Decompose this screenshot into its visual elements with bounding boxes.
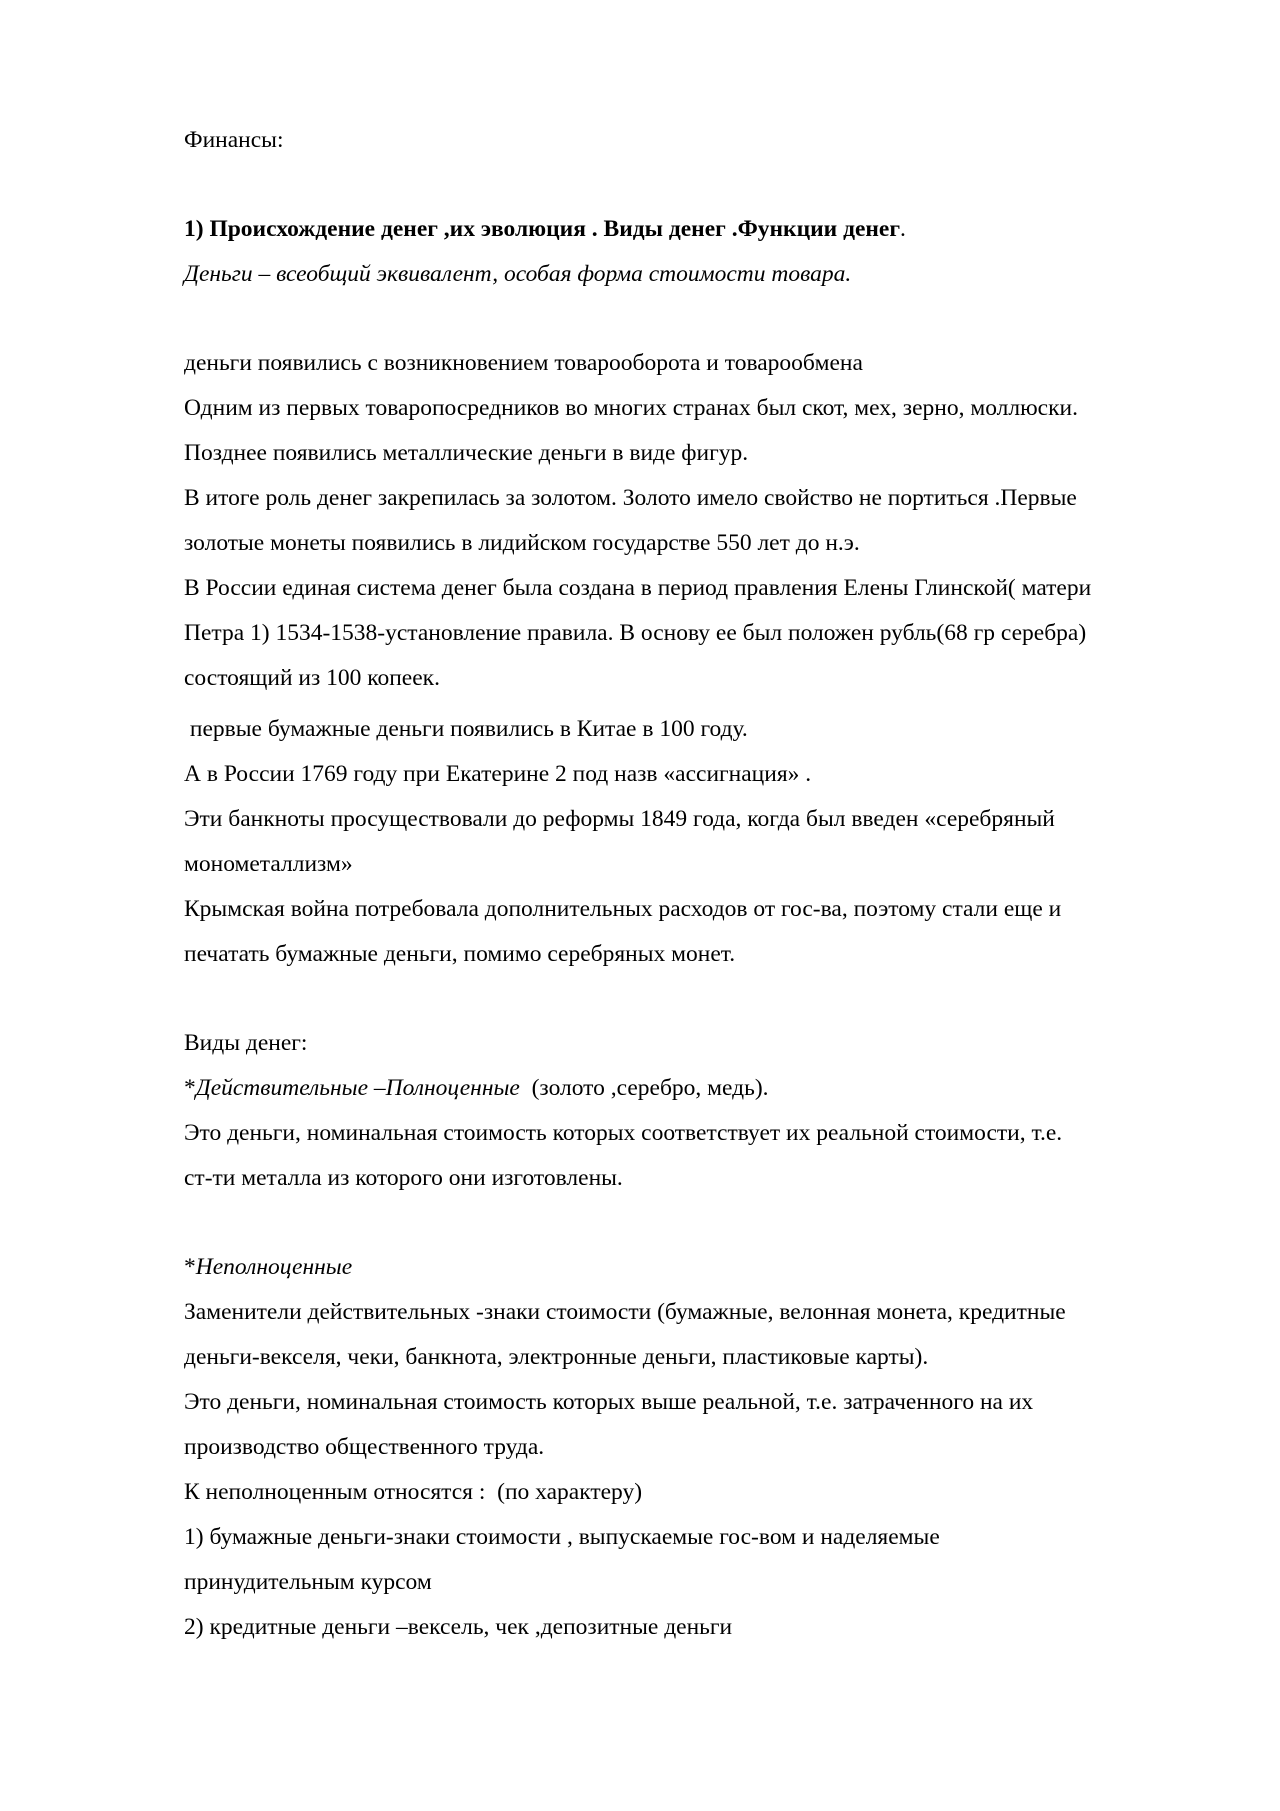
paragraph-line: Крымская война потребовала дополнительных расходов от гос-ва, поэтому стали еще и: [184, 896, 1062, 922]
paragraph-line: деньги появились с возникновением товарооборота и товарообмена: [184, 350, 863, 376]
paragraph-line: ст-ти металла из которого они изготовлены.: [184, 1165, 623, 1191]
spacer: [184, 163, 1204, 207]
spacer: [184, 297, 1204, 341]
full-value-term: Действительные –Полноценные: [195, 1075, 520, 1101]
paragraph-line: золотые монеты появились в лидийском государстве 550 лет до н.э.: [184, 530, 860, 556]
section-heading: [184, 207, 1204, 252]
section-heading-bold: 1) Происхождение денег ,их эволюция . Виды денег .Функции денег: [184, 216, 901, 242]
paragraph-line: Заменители действительных -знаки стоимости (бумажные, велонная монета, кредитные: [184, 1299, 1066, 1325]
section-heading-tail: .: [900, 216, 906, 242]
paragraph-line: Эти банкноты просуществовали до реформы 1849 года, когда был введен «серебряный: [184, 806, 1055, 832]
paragraph-line: Одним из первых товаропосредников во многих странах был скот, мех, зерно, моллюски.: [184, 395, 1078, 421]
paragraph-line: Петра 1) 1534-1538-установление правила. В основу ее был положен рубль(68 гр серебра): [184, 620, 1087, 646]
paragraph-line: А в России 1769 году при Екатерине 2 под назв «ассигнация» .: [184, 761, 812, 787]
money-definition: Деньги – всеобщий эквивалент, особая форма стоимости товара.: [184, 261, 852, 287]
types-heading: Виды денег:: [184, 1030, 308, 1056]
full-value-money-line: [184, 1066, 1204, 1111]
paragraph-line: печатать бумажные деньги, помимо серебряных монет.: [184, 941, 736, 967]
partial-value-term: Неполноценные: [195, 1254, 353, 1280]
paragraph-line: Это деньги, номинальная стоимость которых выше реальной, т.е. затраченного на их: [184, 1389, 1034, 1415]
spacer: [184, 1201, 1204, 1245]
full-value-examples: (золото ,серебро, медь).: [519, 1075, 769, 1101]
paragraph-line: Это деньги, номинальная стоимость которых соответствует их реальной стоимости, т.е.: [184, 1120, 1063, 1146]
paragraph-line: производство общественного труда.: [184, 1434, 545, 1460]
bullet-star: *: [184, 1075, 196, 1101]
paragraph-line: первые бумажные деньги появились в Китае в 100 году.: [184, 716, 748, 742]
paragraph-line: В итоге роль денег закрепилась за золотом. Золото имело свойство не портиться .Первые: [184, 485, 1077, 511]
paragraph-line: К неполноценным относятся : (по характеру): [184, 1479, 643, 1505]
spacer: [184, 977, 1204, 1021]
document-body: [184, 118, 1204, 1650]
paragraph-line: 2) кредитные деньги –вексель, чек ,депозитные деньги: [184, 1614, 733, 1640]
paragraph-line: деньги-векселя, чеки, банкнота, электронные деньги, пластиковые карты).: [184, 1344, 929, 1370]
paragraph-line: принудительным курсом: [184, 1569, 432, 1595]
partial-value-money-line: [184, 1245, 1204, 1290]
paragraph-line: состоящий из 100 копеек.: [184, 665, 440, 691]
bullet-star: *: [184, 1254, 196, 1280]
paragraph-line: Позднее появились металлические деньги в виде фигур.: [184, 440, 749, 466]
paragraph-line: монометаллизм»: [184, 851, 353, 877]
document-title: Финансы:: [184, 127, 284, 153]
paragraph-line: В России единая система денег была создана в период правления Елены Глинской( матери: [184, 575, 1092, 601]
paragraph-line: 1) бумажные деньги-знаки стоимости , выпускаемые гос-вом и наделяемые: [184, 1524, 940, 1550]
